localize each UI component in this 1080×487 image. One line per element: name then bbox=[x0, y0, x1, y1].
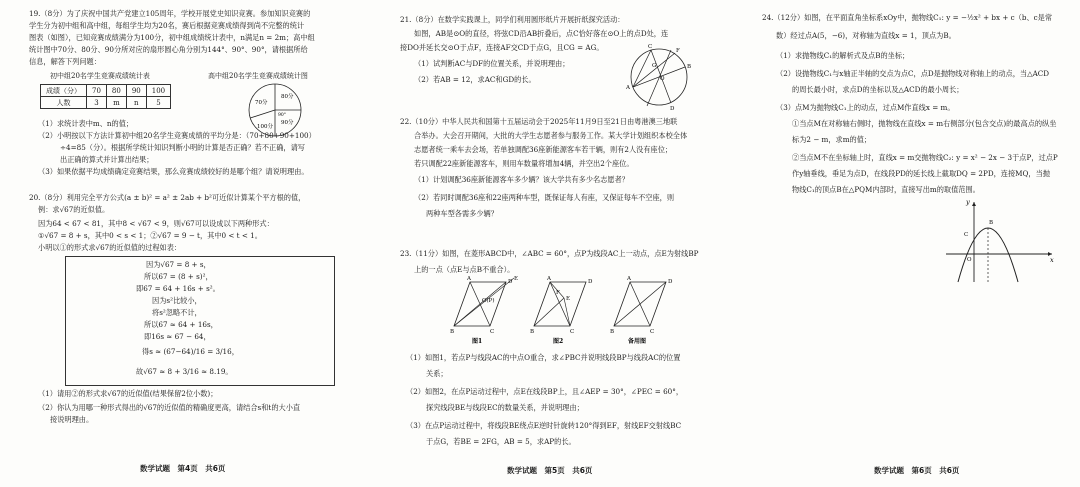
table-cell: 80 bbox=[106, 85, 126, 97]
pie-label: 70分 bbox=[255, 100, 268, 106]
y-axis-arrow bbox=[972, 202, 976, 206]
q22-line-4: 若只调配22座新能源客车，则用车数量将增加4辆，并空出2个座位。 bbox=[414, 159, 634, 168]
origin-label: O bbox=[967, 257, 972, 263]
q24-part-3-b-cont: 作y轴垂线，垂足为点D，在线段PD的延长线上截取DQ = 2PD，连接MQ，当抛 bbox=[792, 169, 1050, 178]
page-footer: 数学试题 第6页 共6页 bbox=[874, 466, 960, 475]
fig-label: O(P) bbox=[482, 298, 495, 304]
q23-line-2: 上的一点（点E与点B不重合）。 bbox=[414, 265, 515, 274]
table-cell: 100 bbox=[146, 85, 170, 97]
solution-box bbox=[65, 256, 335, 386]
figure-2 bbox=[530, 276, 593, 335]
q23-part-1-cont: 关系； bbox=[426, 369, 448, 378]
fig-label: C bbox=[490, 329, 495, 335]
q19-line-4: 统计图中70分、80分、90分所对应的扇形圆心角分别为144°、90°、90°，请根据所给 bbox=[29, 45, 308, 54]
q20-line-4: ①√67 = 8 + s，其中0 < s < 1；②√67 = 9 − t，其中0 < t < 1。 bbox=[38, 231, 262, 240]
fig-label: C bbox=[570, 329, 575, 335]
table-cell: n bbox=[126, 97, 146, 109]
axis-label: y bbox=[966, 198, 970, 206]
q24-part-3-b-cont: 物线C₁的顶点B在△PQM内部时，直接写出m的取值范围。 bbox=[792, 185, 980, 194]
fig-label: D bbox=[670, 106, 675, 112]
q20-part-1: （1）请用②的形式求√67的近似值(结果保留2位小数)； bbox=[38, 389, 218, 398]
q20-part-2: （2）你认为用哪一种形式得出的√67的近似值的精确度更高，请结合s和t的大小直 bbox=[38, 403, 301, 412]
page-footer: 数学试题 第5页 共6页 bbox=[507, 466, 593, 475]
q22-line-1: 22.（10分）中华人民共和国第十五届运动会于2025年11月9日至21日由粤港澳三地联 bbox=[400, 117, 678, 126]
q24-part-3-a-cont: 标为2 − m，求m的值； bbox=[792, 135, 872, 144]
table-cell: 3 bbox=[87, 97, 107, 109]
point-label: C bbox=[964, 232, 969, 238]
pie-label: 80分 bbox=[281, 94, 294, 100]
fig-label: D bbox=[508, 279, 513, 285]
pie-angle-label: 90° bbox=[278, 113, 286, 118]
fig-label: C bbox=[648, 44, 653, 50]
q20-line-2: 例：求√67的近似值。 bbox=[38, 205, 110, 214]
pie-title: 高中组20名学生竞赛成绩统计图 bbox=[208, 72, 308, 80]
q24-line-1: 24.（12分）如图，在平面直角坐标系xOy中，抛物线C₁: y = −½x² + bx + c（b、c是常 bbox=[762, 13, 1053, 22]
fig-label: A bbox=[627, 276, 631, 282]
q24-part-2-cont: 的周长最小时，求点D的坐标以及△ACD的最小周长； bbox=[792, 85, 964, 94]
q19-line-5: 信息，解答下列问题： bbox=[29, 57, 101, 66]
box-line: 将s²忽略不计， bbox=[152, 308, 202, 317]
page-footer: 数学试题 第4页 共6页 bbox=[140, 464, 226, 473]
table-row bbox=[41, 85, 171, 97]
q20-line-5: 小明以①的形式求√67的近似值的过程如表： bbox=[38, 243, 182, 252]
q19-line-3: 图表（如图），已知竞赛成绩满分为100分，初中组成绩统计表中，n满足n = 2m；高中组 bbox=[29, 33, 315, 42]
q23-part-3-cont: 于点G，若BE = 2FG，AB = 5，求AP的长。 bbox=[426, 437, 576, 446]
table-cell: m bbox=[106, 97, 126, 109]
fig-caption: 图1 bbox=[472, 338, 483, 345]
q22-part-1: （1）计划调配36座新能源客车多少辆？该大学共有多少名志愿者？ bbox=[414, 175, 629, 184]
exam-page-5 bbox=[362, 0, 722, 487]
q24-part-3-a: ①当点M在对称轴右侧时，抛物线在直线x = m右侧部分(包含交点)的最高点的纵坐 bbox=[792, 119, 1057, 128]
fig-caption: 图2 bbox=[553, 338, 564, 345]
q21-line-5: （2）若AB = 12，求AC和GD的长。 bbox=[414, 75, 536, 84]
table-title: 初中组20名学生竞赛成绩统计表 bbox=[50, 72, 150, 80]
fig-label: E bbox=[566, 296, 571, 302]
fig-label: F bbox=[676, 48, 680, 54]
coordinate-graph bbox=[942, 198, 1058, 284]
pie-divider bbox=[250, 110, 275, 118]
circle-figure bbox=[624, 42, 694, 112]
box-line: 即16s ≈ 67 − 64， bbox=[144, 332, 211, 341]
point-label: B bbox=[989, 220, 994, 226]
q24-line-2: 数）经过点A(5，−6)，对称轴为直线x = 1，顶点为B。 bbox=[776, 31, 956, 40]
pie-label: 90分 bbox=[281, 120, 294, 126]
fig-label: G bbox=[652, 63, 657, 69]
table-row bbox=[41, 97, 171, 109]
fig-label: O bbox=[660, 76, 665, 82]
q23-part-2-cont: 探究线段BE与线段EC的数量关系，并说明理由； bbox=[426, 403, 584, 412]
box-line: 即67 = 64 + 16s + s²。 bbox=[136, 284, 220, 293]
figure-spare bbox=[610, 276, 673, 335]
q20-line-1: 20.（8分）利用完全平方公式(a ± b)² = a² ± 2ab + b²可近似计算某个平方根的值， bbox=[29, 193, 306, 202]
box-line: 因为√67 = 8 + s， bbox=[146, 260, 211, 269]
exam-page-6 bbox=[724, 0, 1080, 487]
exam-page-4 bbox=[0, 0, 360, 487]
q22-part-2: （2）若同时调配36座和22座两种车型，既保证每人有座，又保证每车不空座，则 bbox=[414, 193, 675, 202]
fig-label: B bbox=[687, 64, 692, 70]
fig-label: D bbox=[588, 279, 593, 285]
q22-line-3: 志愿者统一乘车去会场，若单独调配36座新能源客车若干辆，则有2人没有座位； bbox=[414, 145, 673, 154]
table-cell: 70 bbox=[87, 85, 107, 97]
table-cell: 人数 bbox=[41, 97, 87, 109]
fig-label: B bbox=[610, 329, 615, 335]
score-table bbox=[40, 84, 171, 109]
q19-part-1: （1）求统计表中m、n的值； bbox=[38, 119, 134, 128]
box-line: 所以67 ≈ 64 + 16s， bbox=[144, 320, 218, 329]
q22-part-2-cont: 两种车型各需多少辆？ bbox=[426, 209, 498, 218]
q19-part-2-cont: 出正确的算式并计算出结果； bbox=[60, 155, 154, 164]
q21-line-2: 如图，AB是⊙O的直径，将弦CD沿AB折叠后，点C恰好落在⊙O上的点D处，连 bbox=[414, 29, 669, 38]
q19-part-3: （3）如果依据平均成绩确定竞赛结果，那么竞赛成绩较好的是哪个组？请说明理由。 bbox=[38, 167, 309, 176]
q23-part-1: （1）如图1，若点P与线段AC的中点O重合，求∠PBC并说明线段BP与线段AC的位置 bbox=[406, 353, 681, 362]
box-line: 得s ≈ (67−64)/16 = 3/16， bbox=[142, 347, 239, 356]
q23-part-2: （2）如图2，在点P运动过程中，点E在线段BP上，且∠AEP = 30°，∠PEC = 60°， bbox=[406, 387, 684, 396]
table-cell: 成绩（分） bbox=[41, 85, 87, 97]
q24-part-3: （3）点M为抛物线C₁上的动点，过点M作直线x = m。 bbox=[776, 103, 955, 112]
q22-line-2: 合举办。大会召开期间，大批的大学生志愿者参与服务工作。某大学计划组织本校全体 bbox=[414, 131, 688, 140]
figure-1 bbox=[450, 276, 518, 335]
table-cell: 90 bbox=[126, 85, 146, 97]
box-line: 因为s²比较小， bbox=[152, 296, 202, 305]
fig-label: B bbox=[450, 329, 455, 335]
q21-line-3: 接DO并延长交⊙O于点F，连接AF交CD于点G，且CG = AG。 bbox=[400, 43, 604, 52]
q20-line-3: 因为64 < 67 < 81，其中8 < √67 < 9，则√67可以设成以下两种形式： bbox=[38, 219, 274, 228]
table-cell: 5 bbox=[146, 97, 170, 109]
q24-part-3-b: ②当点M不在坐标轴上时，直线x = m交抛物线C₂: y = x² − 2x − 3于点P，过点P bbox=[792, 153, 1058, 162]
rhombus-figures bbox=[450, 276, 690, 346]
fig-label: A bbox=[626, 85, 630, 91]
box-line: 故√67 ≈ 8 + 3/16 ≈ 8.19。 bbox=[136, 367, 233, 376]
fig-label: C bbox=[650, 329, 655, 335]
q19-part-2: （2）小明按以下方法计算初中组20名学生竞赛成绩的平均分是：（70+80+90+100） bbox=[38, 131, 316, 140]
q23-line-1: 23.（11分）如图，在菱形ABCD中，∠ABC = 60°，点P为线段AC上一动点，点E为射线BP bbox=[400, 249, 699, 258]
fig-caption: 备用图 bbox=[628, 338, 647, 345]
q19-line-2: 学生分为初中组和高中组，每组学生均为20名，赛后根据竞赛成绩得到尚不完整的统计 bbox=[29, 21, 305, 30]
q19-line-1: 19.（8分）为了庆祝中国共产党建立105周年，学校开展党史知识竞赛。参加知识竞赛的 bbox=[29, 9, 311, 18]
q24-part-2: （2）设抛物线C₁与x轴正半轴的交点为点C，点D是抛物线对称轴上的动点，当△ACD bbox=[776, 69, 1050, 78]
q21-line-1: 21.（8分）在数学实践课上，同学们利用圆形纸片开展折纸探究活动： bbox=[400, 15, 625, 24]
q23-part-3: （3）在点P运动过程中，将线段BE绕点E逆时针旋转120°得到EF，射线EF交射线BC bbox=[406, 421, 682, 430]
fig-label: E bbox=[514, 276, 519, 282]
q24-part-1: （1）求抛物线C₁的解析式及点B的坐标； bbox=[776, 51, 910, 60]
box-line: 所以67 = (8 + s)²， bbox=[144, 272, 213, 281]
q21-line-4: （1）试判断AC与DF的位置关系，并说明理由； bbox=[414, 59, 570, 68]
fig-label: D bbox=[668, 279, 673, 285]
fig-label: A bbox=[547, 276, 551, 282]
fig-label: A bbox=[467, 276, 471, 282]
axis-label: x bbox=[1050, 256, 1054, 264]
fig-label: F bbox=[556, 290, 560, 296]
pie-label: 100分 bbox=[257, 124, 273, 130]
q20-part-2-cont: 接说明理由。 bbox=[50, 415, 94, 424]
q19-part-2-cont: ÷4=85（分）。根据所学统计知识判断小明的计算是否正确？若不正确，请写 bbox=[60, 143, 305, 152]
fig-label: B bbox=[530, 329, 535, 335]
